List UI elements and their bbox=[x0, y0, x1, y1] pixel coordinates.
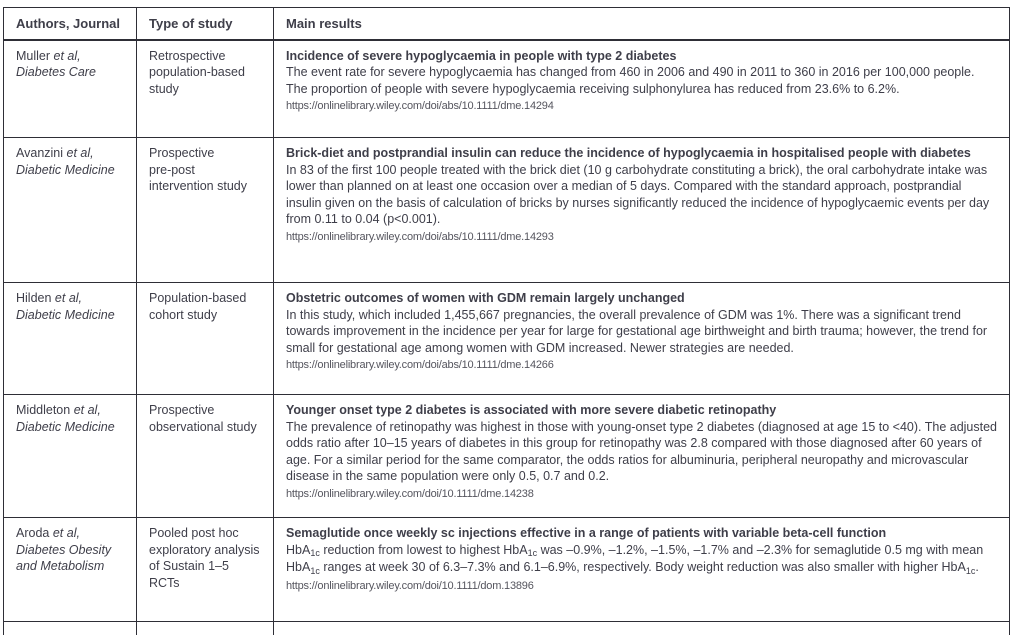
doi-link[interactable]: https://onlinelibrary.wiley.com/doi/10.1111/dme.14238 bbox=[286, 487, 534, 500]
result-title: Obstetric outcomes of women with GDM remain largely unchanged bbox=[286, 291, 685, 305]
authors-journal-cell bbox=[4, 622, 137, 635]
table-row bbox=[4, 40, 1010, 138]
studies-table bbox=[3, 7, 1010, 635]
col-header-authors-journal: Authors, Journal bbox=[4, 8, 137, 40]
col-header-main-results: Main results bbox=[274, 8, 1010, 40]
doi-link[interactable]: https://onlinelibrary.wiley.com/doi/abs/10.1111/dme.14266 bbox=[286, 359, 554, 371]
result-title: Brick-diet and postprandial insulin can reduce the incidence of hypoglycaemia in hospitalised people with diabetes bbox=[286, 146, 971, 160]
study-type-cell bbox=[137, 622, 274, 635]
main-results-cell bbox=[274, 622, 1010, 635]
header-row bbox=[4, 8, 1010, 40]
study-type-cell: Prospective pre-post intervention study bbox=[137, 138, 274, 283]
studies-table-container bbox=[3, 7, 1011, 635]
table-row bbox=[4, 283, 1010, 395]
study-type-cell: Population-based cohort study bbox=[137, 283, 274, 395]
result-summary: HbA$_{1c}$ reduction from lowest to highest HbA$_{1c}$ was –0.9%, –1.2%, –1.5%, –1.7% and –2.3% for semaglutide 0.5 mg with mean HbA$_{1c}$ ranges at week 30 of 6.3–7.3% and 6.1–6.9%, respectively. Body weight reduction was also smaller with higher HbA$_{1c}$. bbox=[286, 542, 984, 576]
main-results-cell bbox=[274, 518, 1010, 622]
doi-link[interactable]: https://onlinelibrary.wiley.com/doi/abs/10.1111/dme.14294 bbox=[286, 100, 554, 112]
table-row bbox=[4, 518, 1010, 622]
result-summary: The event rate for severe hypoglycaemia has changed from 460 in 2006 and 490 in 2011 to 360 in 2016 per 100,000 people. The proportion of people with severe hypoglycaemia receiving sulphonylurea has reduced from 23.6% to 6.2%. bbox=[286, 65, 975, 96]
doi-link[interactable]: https://onlinelibrary.wiley.com/doi/abs/10.1111/dme.14293 bbox=[286, 230, 554, 243]
result-summary: In 83 of the first 100 people treated with the brick diet (10 g carbohydrate constituting a brick), the oral carbohydrate intake was lower than planned on at least one occasion over a median of 5 days. Compared with the standard approach, postprandial insulin given on the basis of calculation of bricks by nurses significantly reduced the incidence of hypoglycaemic events per day from 0.11 to 0.04 (p<0.001). bbox=[286, 162, 990, 226]
authors-journal-cell: Aroda et al, Diabetes Obesity and Metabolism bbox=[4, 518, 137, 622]
study-type-cell: Pooled post hoc exploratory analysis of Sustain 1–5 RCTs bbox=[137, 518, 274, 622]
doi-link[interactable]: https://onlinelibrary.wiley.com/doi/10.1111/dom.13896 bbox=[286, 579, 534, 592]
main-results-cell bbox=[274, 395, 1010, 518]
result-title: Semaglutide once weekly sc injections effective in a range of patients with variable beta-cell function bbox=[286, 526, 887, 540]
col-header-type-of-study: Type of study bbox=[137, 8, 274, 40]
result-title: Incidence of severe hypoglycaemia in people with type 2 diabetes bbox=[286, 48, 677, 63]
result-summary: The prevalence of retinopathy was highest in those with young-onset type 2 diabetes (diagnosed at age 15 to <40). The adjusted odds ratio after 10–15 years of diabetes in this group for retinopathy was 2.8 compared with those diagnosed after 60 years of age. For a similar period for the same comparator, the odds ratios for albuminuria, peripheral neuropathy and microvascular disease in the same population were only 0.5, 0.7 and 0.2. bbox=[286, 419, 998, 483]
result-title: Younger onset type 2 diabetes is associated with more severe diabetic retinopathy bbox=[286, 403, 777, 417]
table-row bbox=[4, 395, 1010, 518]
main-results-cell bbox=[274, 40, 1010, 138]
study-type-cell: Prospective observational study bbox=[137, 395, 274, 518]
table-row bbox=[4, 138, 1010, 283]
authors-journal-cell: Muller et al, Diabetes Care bbox=[4, 40, 137, 138]
main-results-cell bbox=[274, 283, 1010, 395]
authors-journal-cell: Avanzini et al, Diabetic Medicine bbox=[4, 138, 137, 283]
authors-journal-cell: Middleton et al, Diabetic Medicine bbox=[4, 395, 137, 518]
table-row-partial bbox=[4, 622, 1010, 635]
study-type-cell: Retrospective population-based study bbox=[137, 40, 274, 138]
authors-journal-cell: Hilden et al, Diabetic Medicine bbox=[4, 283, 137, 395]
main-results-cell bbox=[274, 138, 1010, 283]
result-summary: In this study, which included 1,455,667 pregnancies, the overall prevalence of GDM was 1%. There was a significant trend towards improvement in the incidence per year for large for gestational age birthweight and birth trauma; however, the trend for small for gestational age among women with GDM increased. Newer strategies are needed. bbox=[286, 307, 988, 355]
